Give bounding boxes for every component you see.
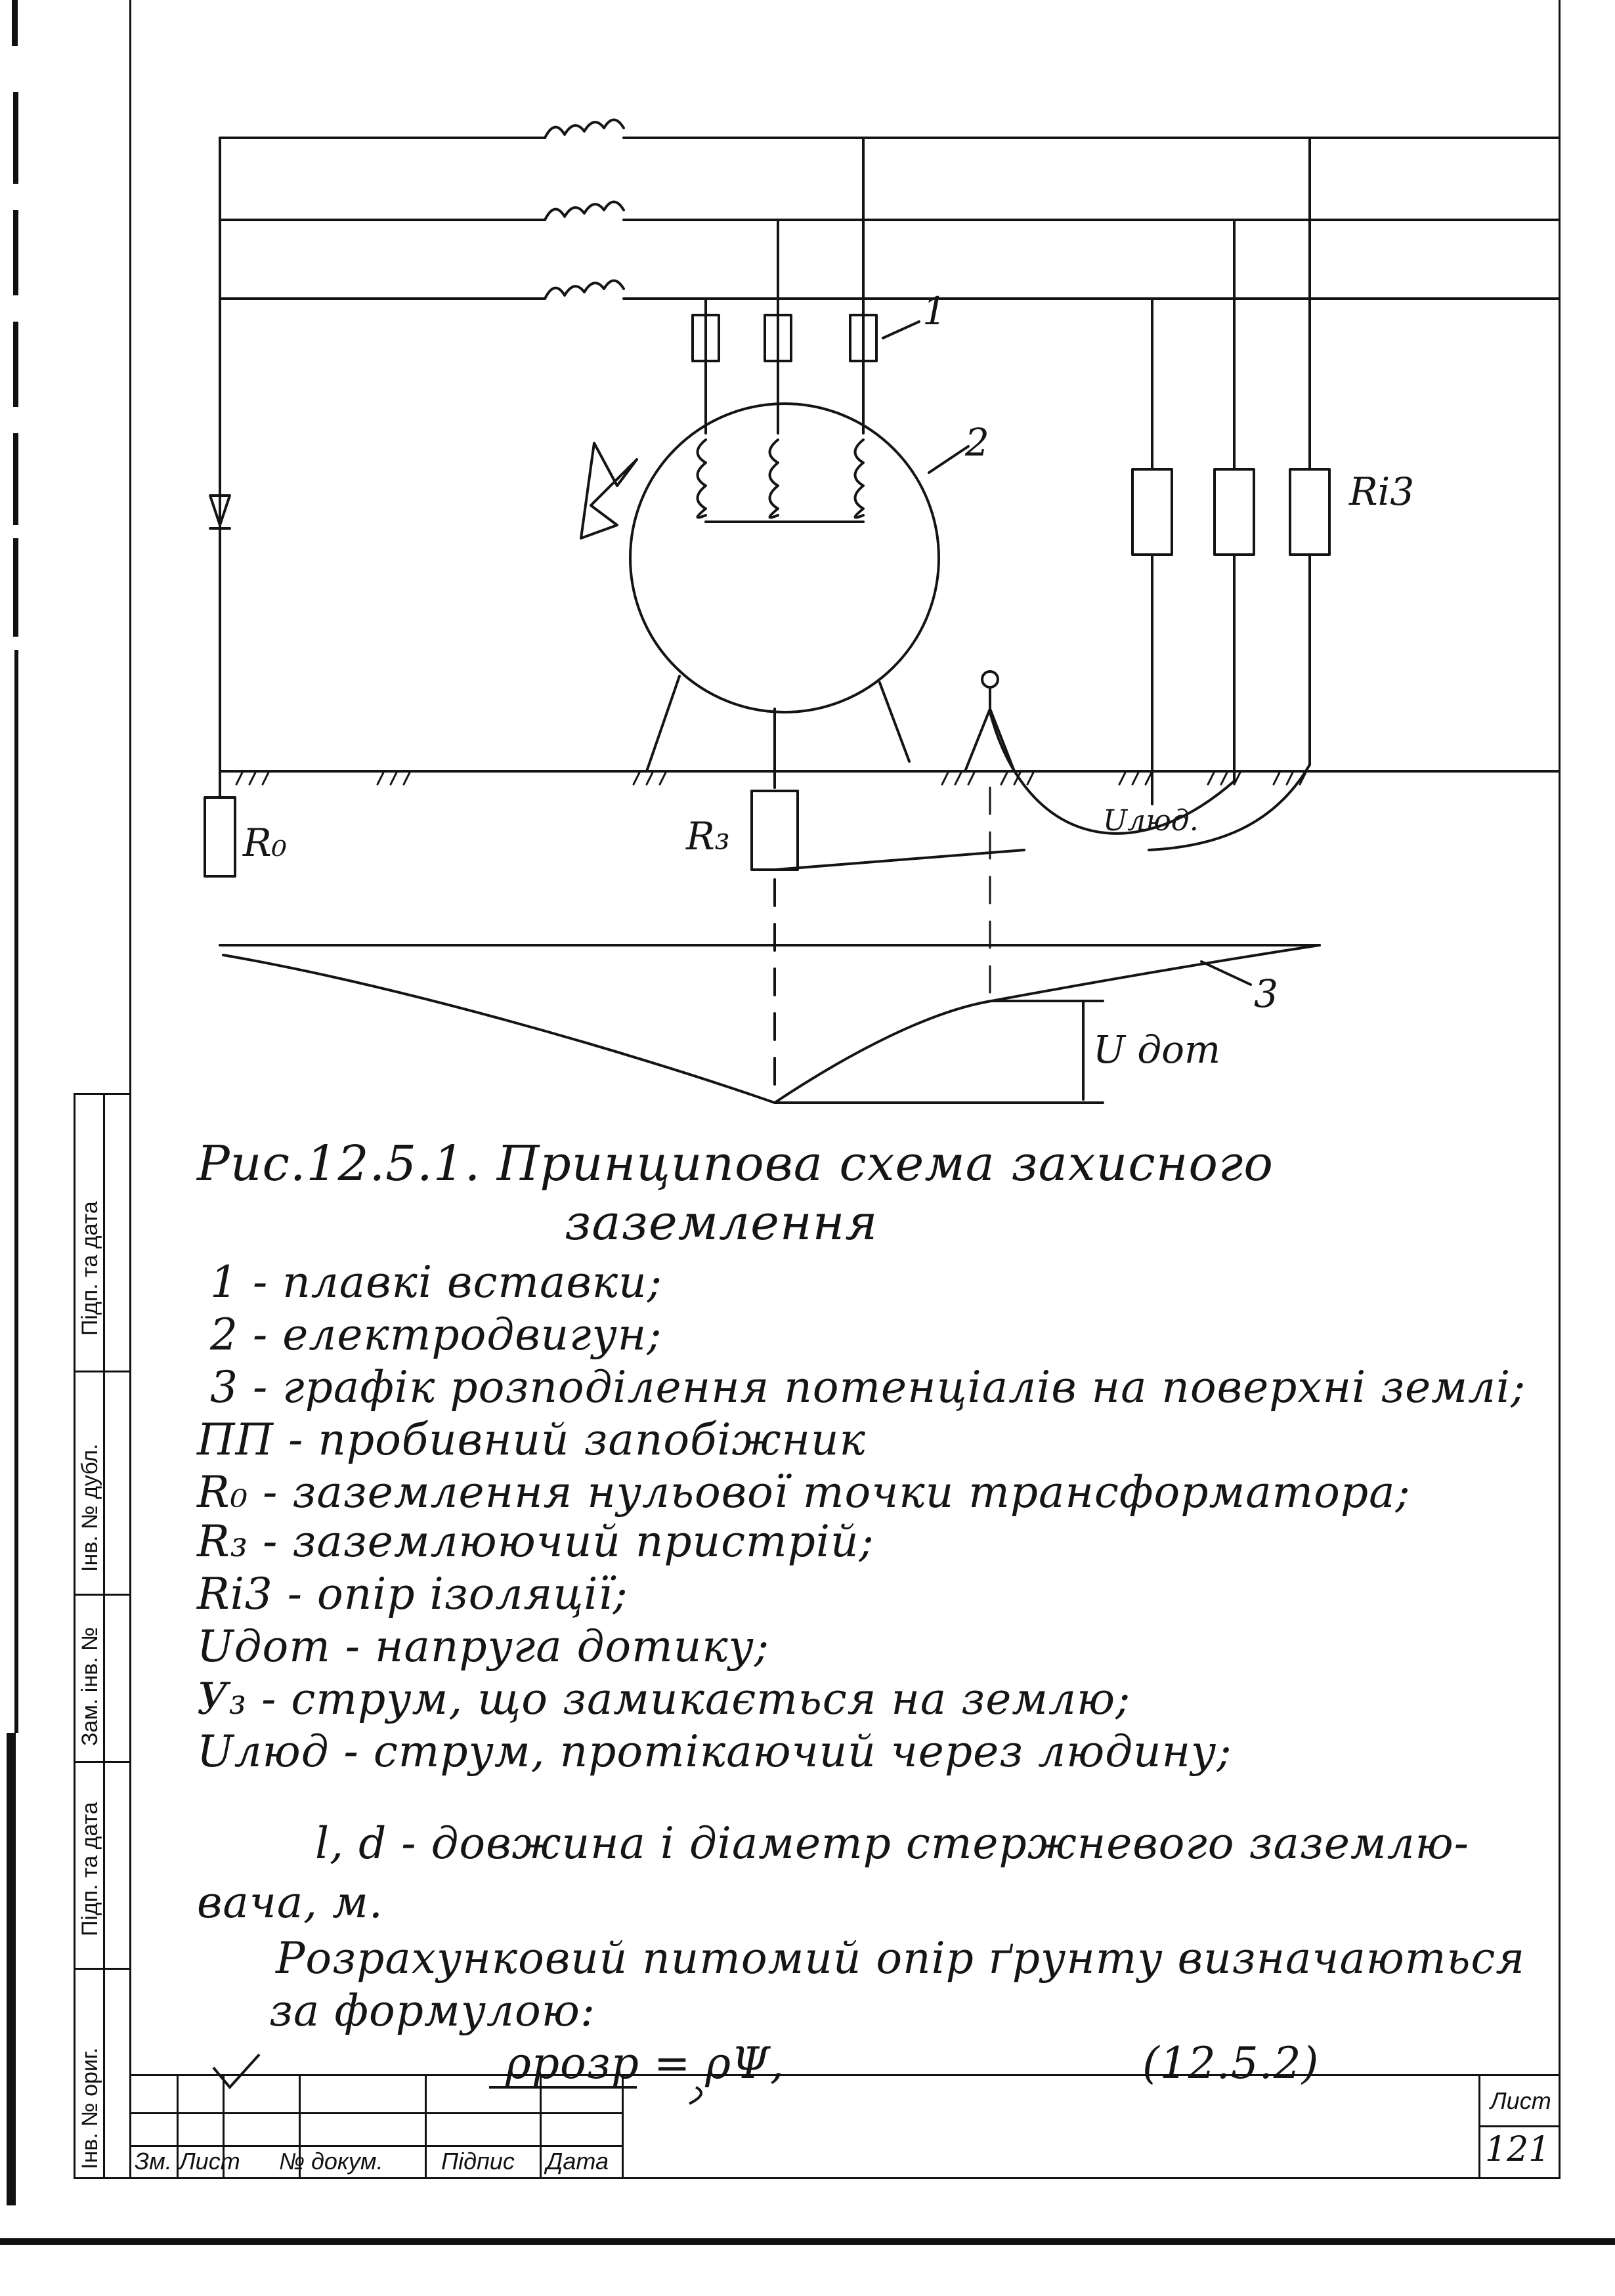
legend-item: R₃ - заземлюючий пристрій; (197, 1516, 874, 1567)
legend-item: У₃ - струм, що замикається на землю; (197, 1674, 1131, 1724)
human-current-label: Uлюд. (1103, 804, 1199, 838)
legend-item: ПП - пробивний запобіжник (197, 1414, 866, 1465)
stamp-sign-date-1: Підп. та дата (77, 1201, 102, 1336)
title-block-list: Лист (179, 2148, 240, 2175)
legend-item: 2 - електродвигун; (210, 1309, 662, 1360)
title-block-sign: Підпис (441, 2148, 515, 2175)
motor-label: 2 (965, 420, 989, 465)
figure-caption-line2: заземлення (565, 1195, 878, 1251)
stamp-inv-dubl: Інв. № дубл. (77, 1443, 102, 1572)
formula: ρрозр = ρΨ, (506, 2038, 785, 2089)
stamp-zam-inv: Зам. інв. № (77, 1626, 102, 1746)
legend-item: Ri3 - опір ізоляції; (197, 1569, 628, 1619)
insulation-resistance-label: Ri3 (1349, 469, 1415, 514)
sheet-label: Лист (1490, 2087, 1551, 2114)
stamp-sign-date-2: Підп. та дата (77, 1802, 102, 1936)
graph-label: 3 (1254, 971, 1278, 1016)
legend-item: R₀ - заземлення нульової точки трансформатора; (197, 1467, 1411, 1518)
stamp-inv-orig: Інв. № ориг. (77, 2047, 102, 2169)
title-block-doc: № докум. (279, 2148, 383, 2175)
paragraph-line: l, d - довжина і діаметр стержневого заземлю- (315, 1818, 1470, 1869)
paragraph-line: за формулою: (269, 1986, 596, 2036)
touch-voltage-label: U дот (1093, 1027, 1220, 1072)
paragraph-line: Розрахунковий питомий опір ґрунту визначаються (276, 1933, 1526, 1984)
paragraph-line: вача, м. (197, 1877, 383, 1928)
sheet-number: 121 (1485, 2130, 1551, 2169)
formula-number: (12.5.2) (1142, 2038, 1320, 2089)
fuse-label: 1 (922, 289, 947, 333)
legend-item: 1 - плавкі вставки; (210, 1257, 662, 1307)
title-block-zm: Зм. (135, 2148, 172, 2175)
title-block-date: Дата (546, 2148, 609, 2175)
legend-item: Uдот - напруга дотику; (197, 1621, 770, 1672)
figure-caption-line1: Рис.12.5.1. Принципова схема захисного (197, 1136, 1274, 1192)
legend-item: 3 - графік розподілення потенціалів на поверхні землі; (210, 1362, 1526, 1413)
legend-item: Uлюд - струм, протікаючий через людину; (197, 1726, 1232, 1777)
neutral-grounding-label: R₀ (243, 820, 287, 865)
grounding-device-label: R₃ (686, 814, 730, 859)
